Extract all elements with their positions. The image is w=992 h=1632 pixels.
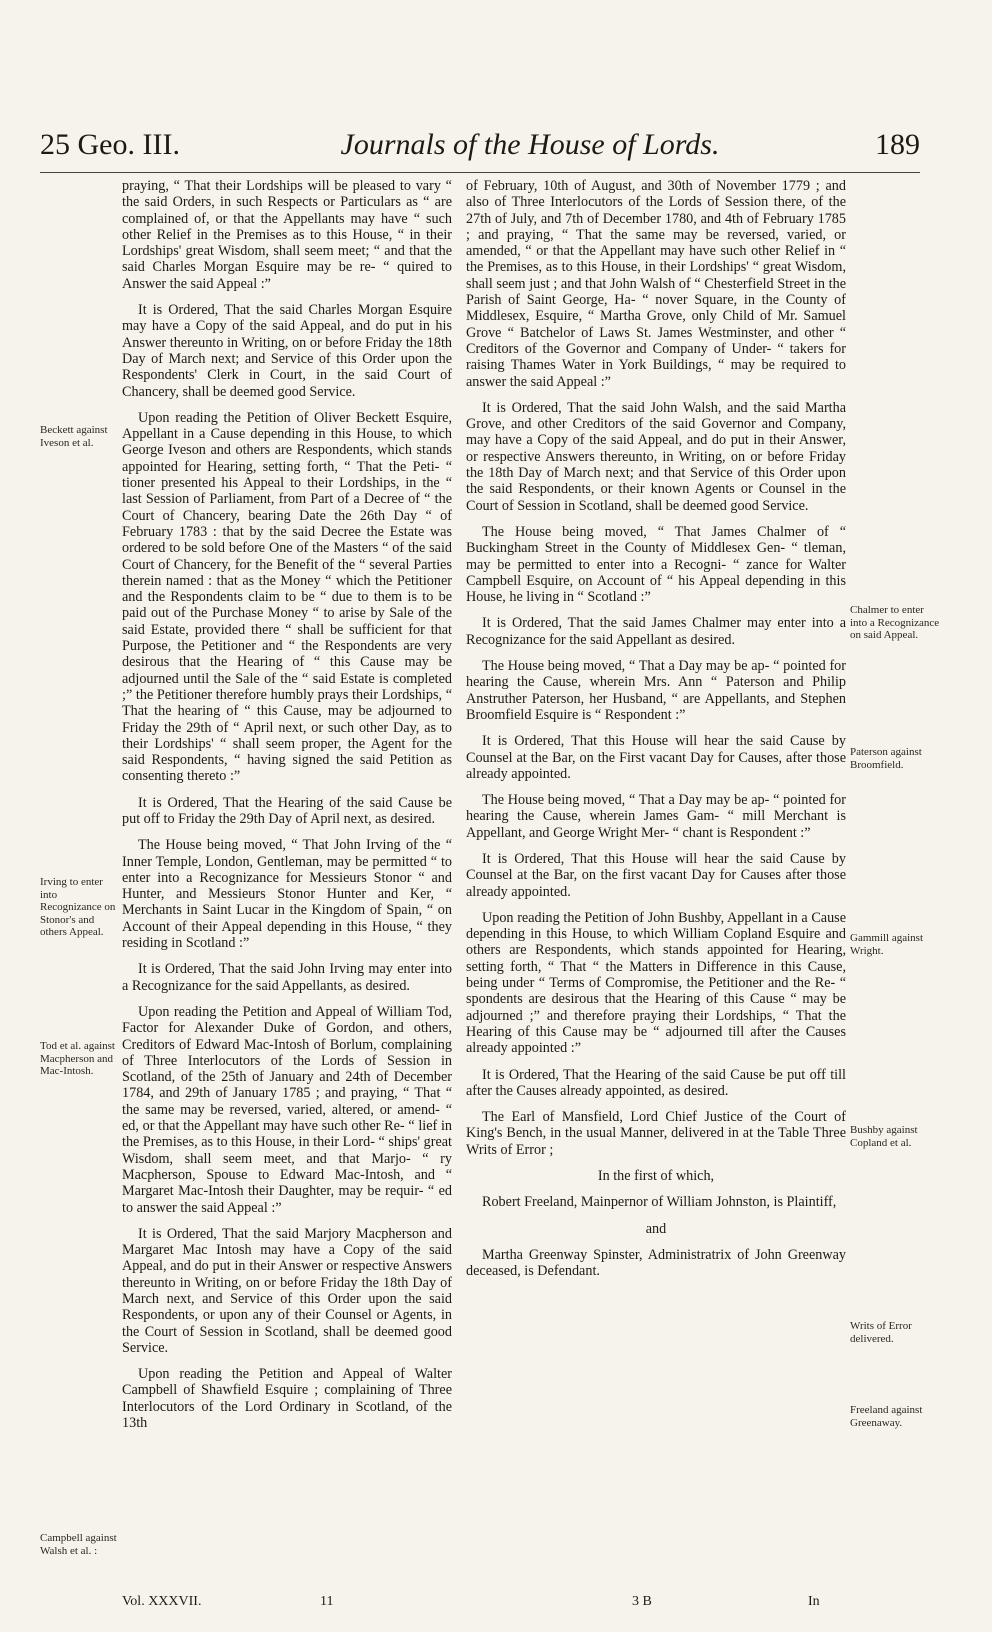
paragraph: It is Ordered, That the said John Irving may enter into a Recognizance for the said Appellants, as desired. — [122, 961, 452, 994]
paragraph: It is Ordered, That this House will hear the said Cause by Counsel at the Bar, on the First vacant Day for Causes, after those already appointed. — [466, 733, 846, 782]
paragraph: Upon reading the Petition and Appeal of Walter Campbell of Shawfield Esquire ; complaining of Three Interlocutors of the Lord Ordinary in Scotland, of the 13th — [122, 1366, 452, 1432]
paragraph: In the first of which, — [597, 1168, 715, 1185]
margin-note-campbell: Campbell against Walsh et al. : — [40, 1532, 117, 1557]
paragraph: The House being moved, “ That James Chalmer of “ Buckingham Street in the County of Middlesex Gen- “ tleman, may be permitted to enter into a Recogni- “ zance for Walter Campbell Esquire, on Account of “ his Appeal depending in this House, he living in “ Scotland :” — [466, 523, 846, 606]
signature-mark: 3 B — [632, 1594, 652, 1609]
journal-title: Journals of the House of Lords. — [340, 128, 720, 161]
margin-note-freeland: Freeland against Greenaway. — [850, 1404, 923, 1429]
volume-label: Vol. XXXVII. — [122, 1594, 202, 1609]
paragraph: of February, 10th of August, and 30th of November 1779 ; and also of Three Interlocutors of the Lords of Session there, of the 27th of July, and 7th of December 1780, and 4th of February 1785 ; and praying, “ That the same may be reversed, varied, or amended, “ or that the Appellant may have such other Relief in “ the Premises, as to this House, in their Lordships' “ great Wisdom, shall seem just ; and that John Walsh of “ Chesterfield Street in the Parish of Saint George, Ha- “ nover Square, in the County of Middlesex, Esquire, “ Martha Grove, only Child of Mr. Samuel Grove “ Batchelor of Laws St. James Westminster, and other “ Creditors of the Governor and Company of Under- “ takers for raising Thames Water in York Buildings, “ may be required to answer the said Appeal :” — [466, 178, 846, 390]
header-rule — [40, 172, 920, 173]
paragraph: The House being moved, “ That John Irving of the “ Inner Temple, London, Gentleman, may be permitted “ to enter into a Recognizance for Messieurs Stonor “ and Hunter, and Messieurs Stonor Hunter and Ker, “ Merchants in Saint Lucar in the Kingdom of Spain, “ on Account of their Appeal depending in this House, “ they residing in Scotland :” — [122, 837, 452, 952]
paragraph: Upon reading the Petition and Appeal of William Tod, Factor for Alexander Duke of Gordon, and others, Creditors of Edward Mac-Intosh of Borlum, complaining of Three Interlocutors of the Lords of Session in Scotland, of the 25th of January and 24th of December 1784, and 29th of January 1785 ; and praying, “ That “ the same may be reversed, varied, altered, or amend- “ ed, or that the Appellant may have such other Re- “ lief in the Premises, as to this House, in their Lord- “ ships' great Wisdom, shall seem meet, and that Marjo- “ ry Macpherson, Spouse to Edward Mac-Intosh, and “ Margaret Mac-Intosh their Daughter, may be requir- “ ed to answer the said Appeal :” — [122, 1003, 452, 1216]
margin-note-paterson: Paterson against Broomfield. — [850, 746, 922, 771]
paragraph: It is Ordered, That the said Charles Morgan Esquire may have a Copy of the said Appeal, and do put in his Answer thereunto in Writing, on or before Friday the 18th Day of March next; and Service of this Order upon the Respondents' Clerk in Court, in the said Court of Chancery, shall be deemed good Service. — [122, 302, 452, 400]
paragraph: and — [645, 1220, 667, 1237]
margin-note-beckett: Beckett against Iveson et al. — [40, 424, 108, 449]
paragraph: It is Ordered, That the said Marjory Macpherson and Margaret Mac Intosh may have a Copy of the said Appeal, and do put in their Answer or respective Answers thereunto in Writing, on or before Friday the 18th Day of March next, and Service of this Order upon the said Respondents, or upon any of their Counsel or Agents, in the Court of Session in Scotland, shall be deemed good Service. — [122, 1225, 452, 1356]
paragraph: The House being moved, “ That a Day may be ap- “ pointed for hearing the Cause, wherein Mrs. Ann “ Paterson and Philip Anstruther Paterson, her Husband, “ are Appellants, and Stephen Broomfield Esquire is “ Respondent :” — [466, 658, 846, 723]
margin-note-bushby: Bushby against Copland et al. — [850, 1124, 918, 1149]
paragraph: It is Ordered, That the Hearing of the said Cause be put off till after the Causes already appointed, as desired. — [466, 1066, 846, 1099]
margin-note-gammill: Gammill against Wright. — [850, 932, 924, 957]
left-column — [122, 178, 452, 1441]
page-header — [40, 128, 920, 168]
paragraph: praying, “ That their Lordships will be pleased to vary “ the said Orders, in such Respects or Particulars as “ are complained of, or that the Appellants may have “ such other Relief in the Premises as to this House, “ in their Lordships' great Wisdom, shall seem meet; “ and that the said Charles Morgan Esquire may be re- “ quired to Answer the said Appeal :” — [122, 178, 452, 292]
paragraph: Robert Freeland, Mainpernor of William Johnston, is Plaintiff, — [482, 1194, 837, 1211]
paragraph: It is Ordered, That this House will hear the said Cause by Counsel at the Bar, on the first vacant Day for Causes after those already appointed. — [466, 850, 846, 900]
catchword: In — [808, 1594, 820, 1609]
paragraph: Martha Greenway Spinster, Administratrix of John Greenway deceased, is Defendant. — [466, 1246, 846, 1280]
paragraph: The House being moved, “ That a Day may be ap- “ pointed for hearing the Cause, wherein James Gam- “ mill Merchant is Appellant, and George Wright Mer- “ chant is Respondent :” — [466, 792, 846, 841]
paragraph: Upon reading the Petition of John Bushby, Appellant in a Cause depending in this House, to which William Copland Esquire and others are Respondents, which stands appointed for Hearing, setting forth, “ That “ the Matters in Difference in this Cause, being under “ Terms of Compromise, the Petitioner and the Re- “ spondents are desirous that the Hearing of this Cause “ may be adjourned ;” and therefore praying their Lordships, “ That the Hearing of this Cause may be “ adjourned till after the Causes already appointed :” — [466, 909, 846, 1057]
margin-note-tod: Tod et al. against Macpherson and Mac-Intosh. — [40, 1040, 115, 1077]
session-label: 25 Geo. III. — [40, 128, 180, 161]
paragraph: It is Ordered, That the said James Chalmer may enter into a Recognizance for the said Appellant as desired. — [466, 615, 846, 648]
paragraph: The Earl of Mansfield, Lord Chief Justice of the Court of King's Bench, in the usual Manner, delivered in at the Table Three Writs of Error ; — [466, 1109, 846, 1158]
right-column — [466, 178, 846, 1290]
page-number: 189 — [875, 128, 920, 161]
margin-note-irving: Irving to enter into Recognizance on Stonor's and others Appeal. — [40, 876, 116, 938]
sheet-number: 11 — [320, 1594, 334, 1609]
margin-note-writs: Writs of Error delivered. — [850, 1320, 912, 1345]
margin-note-chalmer: Chalmer to enter into a Recognizance on said Appeal. — [850, 604, 940, 641]
paragraph: It is Ordered, That the said John Walsh, and the said Martha Grove, and other Creditors of the said Governor and Company, may have a Copy of the said Appeal, and do put in their Answer, or respective Answers thereunto, in Writing, on or before Friday the 18th Day of March next; and that Service of this Order upon the said Respondents, or their known Agents or Counsel in the Court of Session in Scotland, shall be deemed good Service. — [466, 399, 846, 514]
paragraph: Upon reading the Petition of Oliver Beckett Esquire, Appellant in a Cause depending in this House, to which George Iveson and others are Respondents, which stands appointed for Hearing, setting forth, “ That the Peti- “ tioner presented his Appeal to their Lordships, in the “ last Session of Parliament, from Part of a Decree of “ the Court of Chancery, bearing Date the 26th Day “ of February 1783 : that by the said Decree the Estate was ordered to be sold before One of the Masters “ of the said Court of Chancery, for the Benefit of the “ several Parties therein named : that as the Money “ which the Petitioner and the Respondents claim to be “ due to them is to be paid out of the Purchase Money “ to arise by Sale of the said Estate, provided there “ shall be sufficient for that Purpose, the Petitioner and “ the Respondents are very desirous that the Hearing of “ this Cause may be adjourned until the Sale of the “ said Estate is completed ;” the Petitioner therefore humbly prays their Lordships, “ That the hearing of “ this Cause, may be adjourned to Friday the 29th of “ April next, or such other Day, as to their Lordships' “ shall seem proper, the Agent for the said Respondents, “ having signed the said Petition as consenting thereto :” — [122, 409, 452, 785]
paragraph: It is Ordered, That the Hearing of the said Cause be put off to Friday the 29th Day of April next, as desired. — [122, 794, 452, 827]
